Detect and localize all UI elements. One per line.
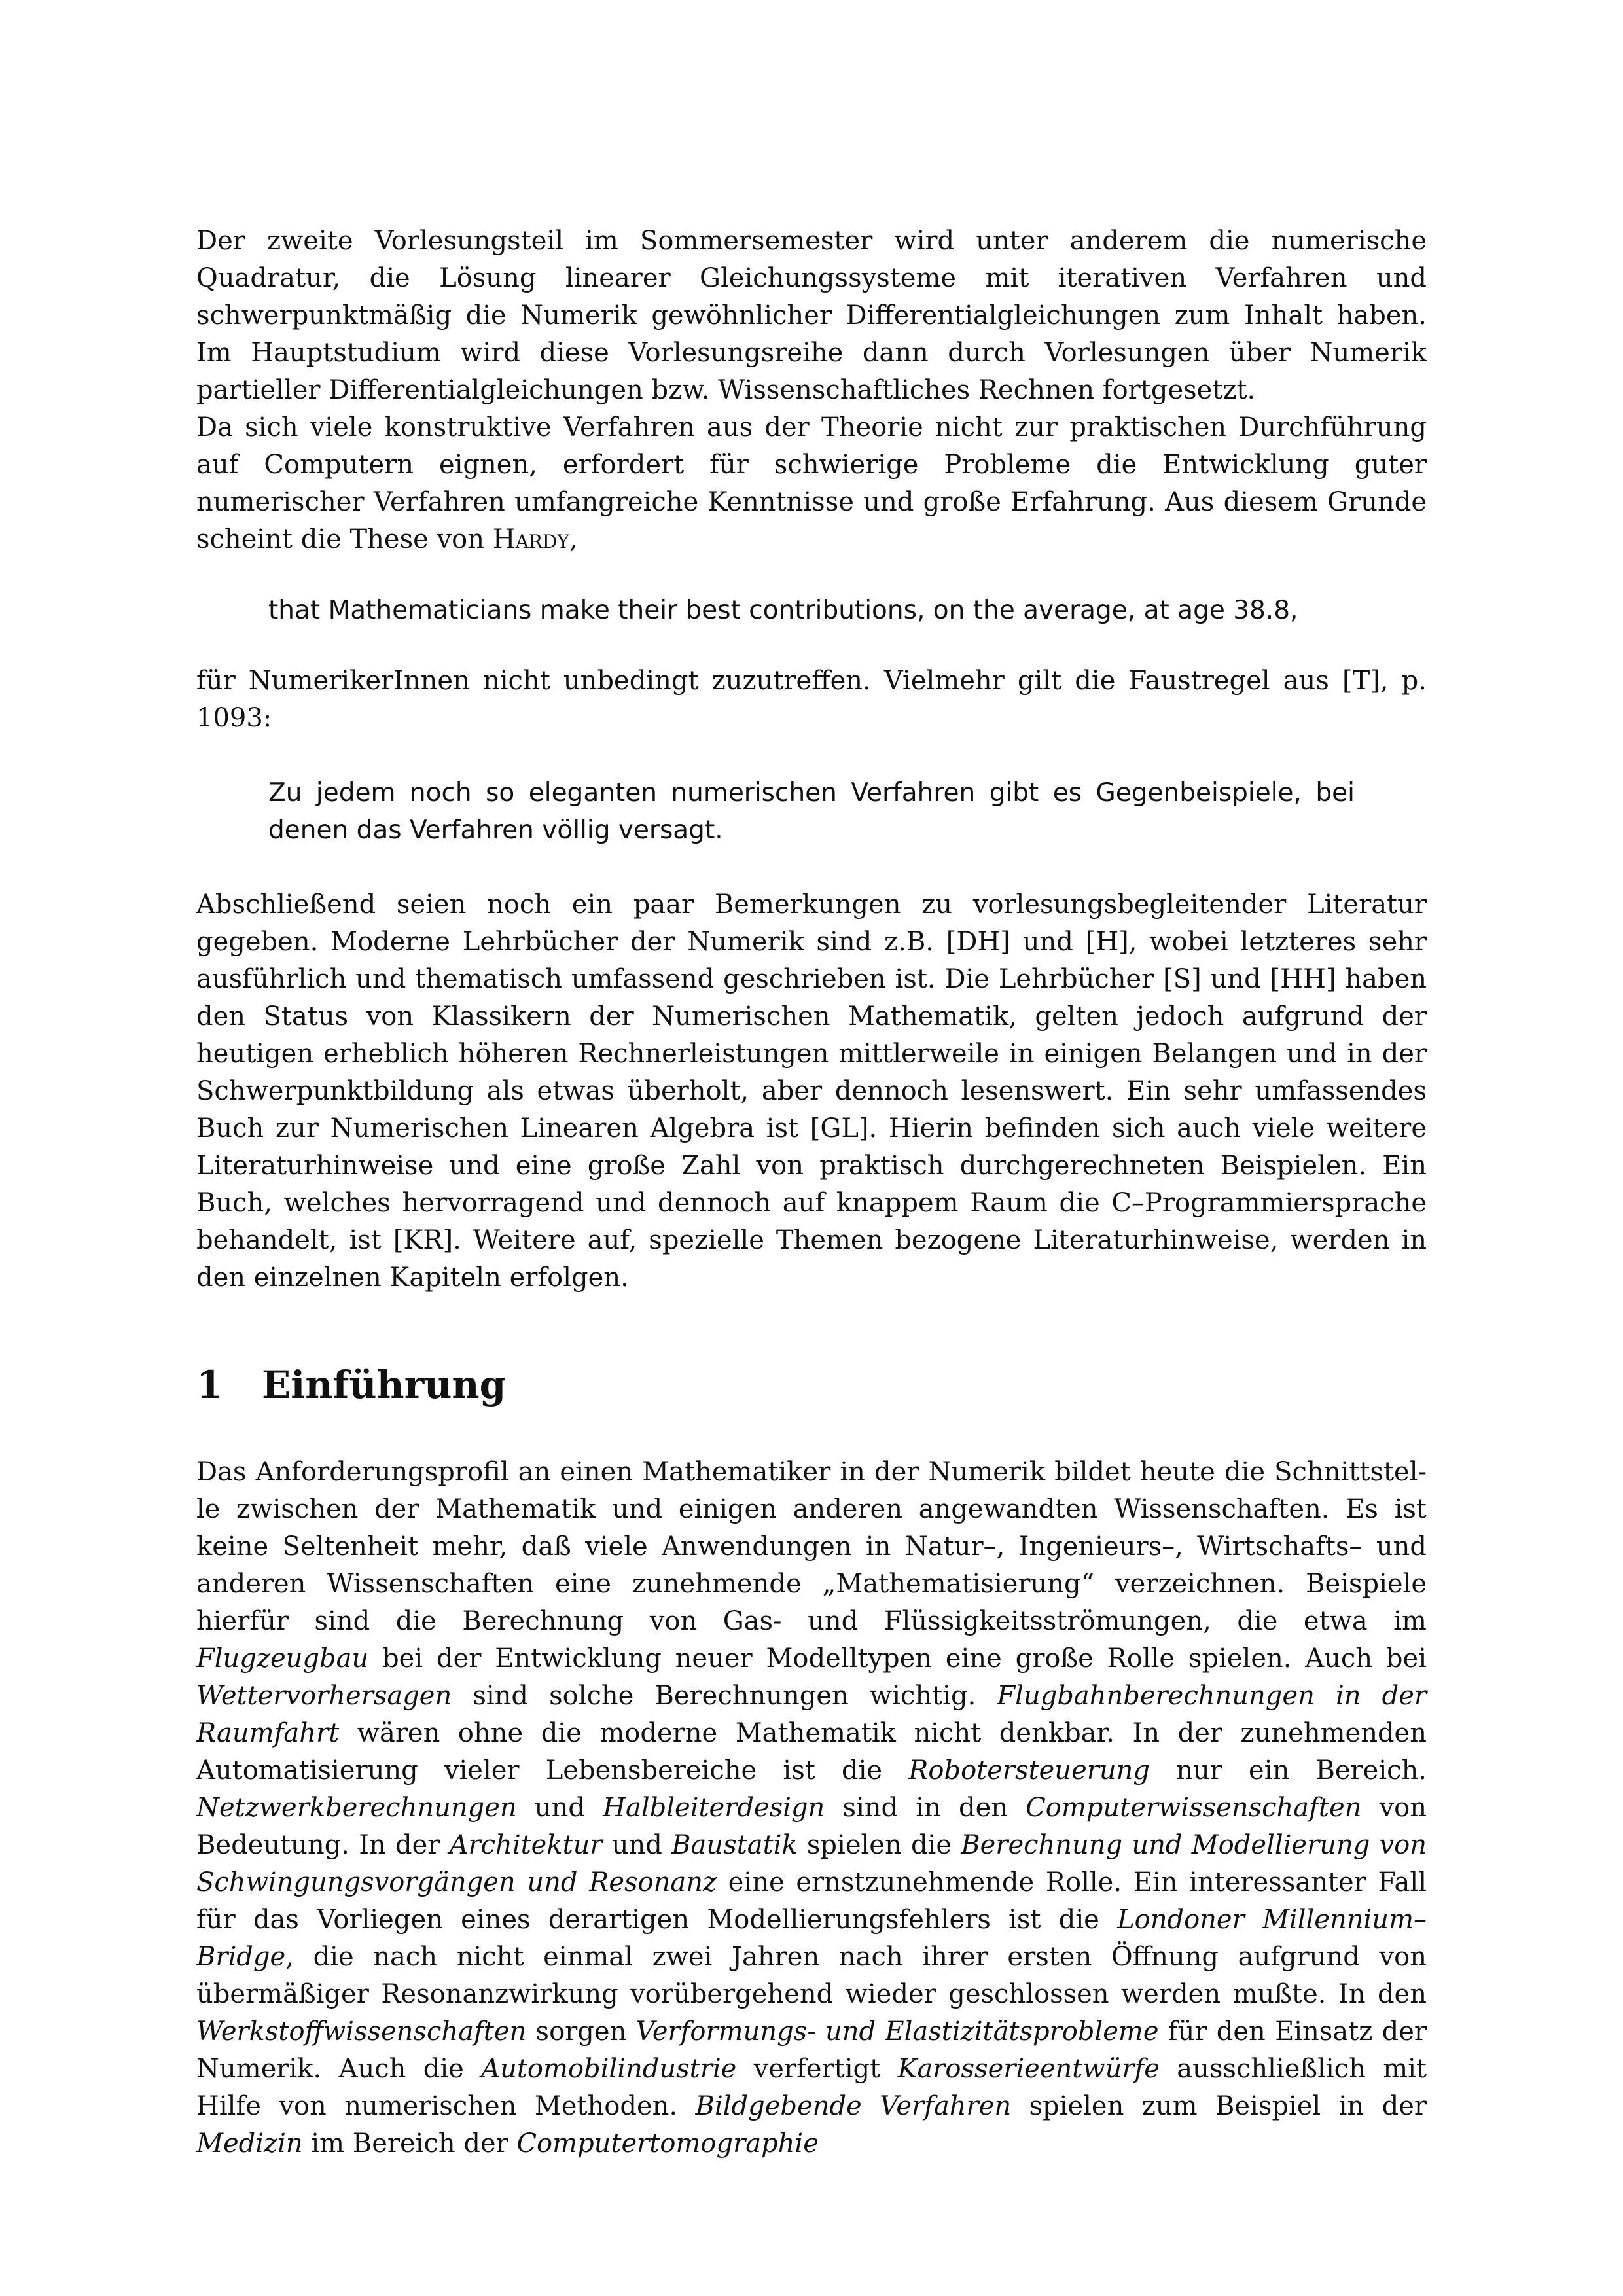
author-name-hardy: Hardy	[492, 524, 569, 554]
paragraph-constructive-methods	[196, 409, 1427, 558]
quote-hardy: that Mathematicians make their best contributions, on the average, at age 38.8,	[268, 596, 1298, 625]
text-run: eine ernstzunehmende Rolle. Ein interessanter Fall für das Vorliegen eines derartigen Modellierungsfehlers ist die	[196, 1867, 1427, 1935]
section-title: Einführung	[262, 1363, 507, 1407]
emphasis: Architektur	[449, 1830, 603, 1860]
emphasis: Flugbahnberechnungen in der Raumfahrt	[196, 1681, 1427, 1748]
text-run: im Bereich der	[302, 2128, 517, 2159]
emphasis: Flugzeugbau	[196, 1643, 369, 1674]
paragraph-literature: Abschließend seien noch ein paar Bemerkungen zu vorlesungsbegleitender Literatur gegeben. Moderne Lehrbücher der Numerik sind z.B. [DH] und [H], wobei letzteres sehr ausführlich und thematisch umfassend geschrieben ist. Die Lehrbücher [S] und [HH] haben den Status von Klassikern der Numerischen Mathematik, gelten jedoch aufgrund der heutigen erheblich höheren Rechnerleistungen mittlerweile in einigen Belangen und in der Schwerpunktbildung als etwas überholt, aber dennoch lesenswert. Ein sehr umfassendes Buch zur Numerischen Linearen Algebra ist [GL]. Hierin befinden sich auch viele weitere Literaturhinweise und eine große Zahl von praktisch durchgerechneten Beispielen. Ein Buch, welches hervorragend und dennoch auf knappem Raum die C–Programmiersprache behandelt, ist [KR]. Weitere auf, spezielle Themen bezogene Literaturhinweise, werden in den einzelnen Kapiteln erfolgen.	[196, 889, 1427, 1293]
text-run: , die nach nicht einmal zwei Jahren nach ihrer ersten Öffnung aufgrund von übermäßiger Resonanzwirkung vorübergehend wieder geschlossen werden mußte. In den	[196, 1942, 1427, 2009]
emphasis: Automobilindustrie	[481, 2054, 737, 2084]
quote-counterexamples: Zu jedem noch so eleganten numerischen Verfahren gibt es Gegenbeispiele, bei denen das Verfahren völlig versagt.	[268, 778, 1355, 845]
section-number: 1	[196, 1363, 223, 1407]
emphasis: Netzwerkberechnungen	[196, 1793, 517, 1823]
emphasis: Werkstoffwissenschaften	[196, 2017, 527, 2047]
emphasis: Computerwissenschaften	[1026, 1793, 1362, 1823]
text-run: spielen die	[797, 1830, 961, 1860]
text-run: verfertigt	[736, 2054, 898, 2084]
emphasis: Bildgebende Verfahren	[695, 2091, 1012, 2121]
emphasis: Robotersteuerung	[908, 1755, 1150, 1785]
text-run: für den Einsatz der Numerik. Auch die	[196, 2017, 1427, 2084]
text-run: Das Anforderungsprofil an einen Mathematiker in der Numerik bildet heute die Schnittstelle zwischen der Mathematik und einigen anderen angewandten Wissenschaften. Es ist keine Seltenheit mehr, daß viele Anwendungen in Natur–, Ingenieurs–, Wirtschafts– und anderen Wissenschaften eine zunehmende „Mathematisierung“ verzeichnen. Beispiele hierfür sind die Berechnung von Gas- und Flüssigkeitsströmungen, die etwa im	[196, 1457, 1427, 1636]
text-run: bei der Entwicklung neuer Modelltypen eine große Rolle spielen. Auch bei	[368, 1643, 1427, 1674]
text-run: sind solche Berechnungen wichtig.	[452, 1681, 997, 1711]
paragraph-text: Da sich viele konstruktive Verfahren aus der Theorie nicht zur praktischen Durchführung auf Computern eignen, erfordert für schwierige Probleme die Entwicklung guter numerischer Verfahren umfangreiche Kenntnisse und große Erfahrung. Aus diesem Grunde scheint die These von	[196, 412, 1427, 554]
paragraph-introduction	[196, 1454, 1427, 2162]
paragraph-rule-of-thumb: für NumerikerInnen nicht unbedingt zuzutreffen. Vielmehr gilt die Faustregel aus [T], p. 1093:	[196, 666, 1427, 733]
emphasis: Halbleiterdesign	[603, 1793, 825, 1823]
document-page	[196, 223, 1427, 2162]
text-run: und	[516, 1793, 603, 1823]
punctuation: ,	[569, 524, 578, 554]
text-run: sind in den	[825, 1793, 1026, 1823]
text-run: nur ein Bereich.	[1150, 1755, 1427, 1785]
text-run: ausschließlich mit Hilfe von numerischen Methoden.	[196, 2054, 1427, 2121]
emphasis: Baustatik	[671, 1830, 798, 1860]
emphasis: Berechnung und Modellierung von Schwingungsvorgängen und Resonanz	[196, 1830, 1427, 1897]
emphasis: Wettervorhersagen	[196, 1681, 452, 1711]
text-run: wären ohne die moderne Mathematik nicht denkbar. In der zunehmenden Automatisierung vieler Lebensbereiche ist die	[196, 1718, 1427, 1785]
emphasis: Medizin	[196, 2128, 303, 2159]
text-run: spielen zum Beispiel in der	[1011, 2091, 1427, 2121]
section-heading	[196, 1362, 1427, 1408]
text-run: von Bedeutung. In der	[196, 1793, 1427, 1860]
emphasis: Londoner Millennium–Bridge	[196, 1905, 1427, 1972]
text-run: sorgen	[526, 2017, 636, 2047]
paragraph-lecture-part-two: Der zweite Vorlesungsteil im Sommersemester wird unter anderem die numerische Quadratur, die Lösung linearer Gleichungssysteme mit iterativen Verfahren und schwerpunktmäßig die Numerik gewöhnlicher Differentialgleichungen zum Inhalt haben. Im Hauptstudium wird diese Vorlesungsreihe dann durch Vorlesungen über Numerik partieller Differentialgleichungen bzw. Wissenschaftliches Rechnen fortgesetzt.	[196, 226, 1427, 405]
emphasis: Verformungs- und Elastizitätsprobleme	[635, 2017, 1159, 2047]
text-run: und	[602, 1830, 672, 1860]
emphasis: Computertomographie	[516, 2128, 819, 2159]
emphasis: Karosserieentwürfe	[897, 2054, 1160, 2084]
